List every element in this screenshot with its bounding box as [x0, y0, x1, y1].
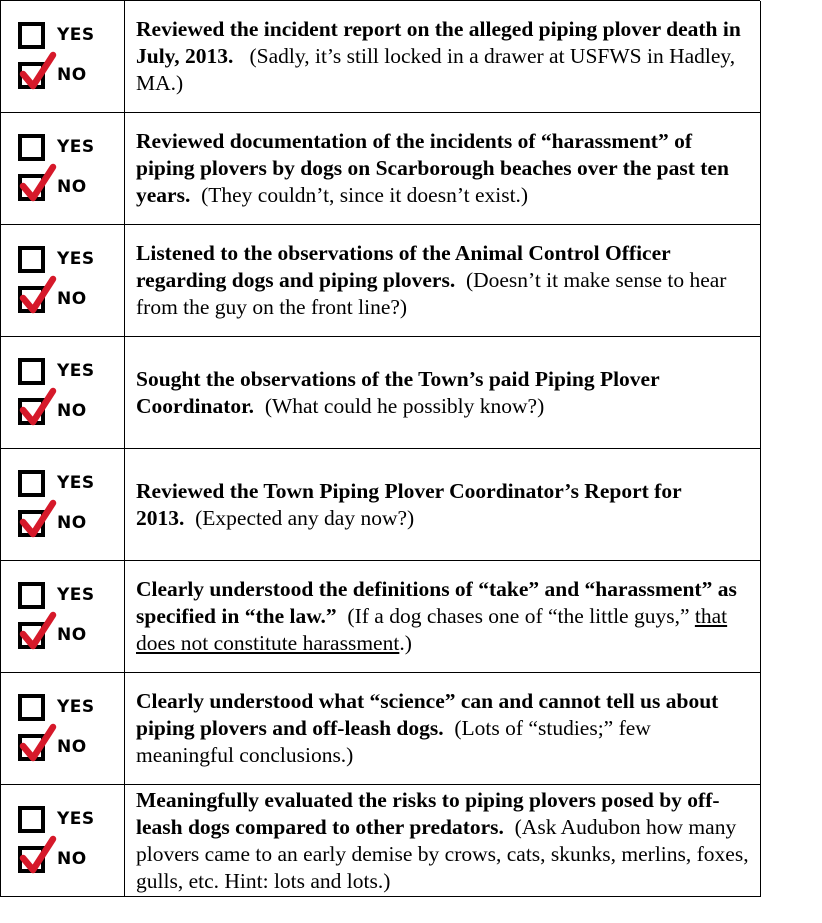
checkbox-checked-icon[interactable]	[18, 510, 45, 537]
no-label: NO	[57, 737, 87, 757]
no-label: NO	[57, 177, 87, 197]
checkbox-cell	[1, 1, 125, 112]
no-label: NO	[57, 289, 87, 309]
no-option[interactable]	[18, 622, 87, 649]
item-lead: Meaningfully evaluated the risks to piping plovers posed by off-leash dogs compared to other predators.	[136, 787, 720, 839]
yes-option[interactable]	[18, 22, 95, 49]
no-label: NO	[57, 849, 87, 869]
no-option[interactable]	[18, 62, 87, 89]
yes-label: YES	[57, 249, 95, 269]
item-note: (Ask Audubon how many plovers came to an early demise by crows, cats, skunks, merlins, foxes, gulls, etc. Hint: lots and lots.)	[136, 814, 749, 893]
checkbox-checked-icon[interactable]	[18, 846, 45, 873]
item-note-end: .)	[399, 631, 412, 655]
item-lead: Listened to the observations of the Animal Control Officer regarding dogs and piping plovers.	[136, 241, 671, 292]
yes-option[interactable]	[18, 806, 95, 833]
checkbox-cell	[1, 225, 125, 336]
checkbox-checked-icon[interactable]	[18, 398, 45, 425]
check-mark-icon	[20, 388, 56, 428]
yes-option[interactable]	[18, 694, 95, 721]
checkbox-cell	[1, 785, 125, 896]
checkbox-empty-icon[interactable]	[18, 694, 45, 721]
item-description	[125, 113, 761, 224]
no-option[interactable]	[18, 734, 87, 761]
check-mark-icon	[20, 836, 56, 876]
checkbox-empty-icon[interactable]	[18, 134, 45, 161]
checkbox-checked-icon[interactable]	[18, 734, 45, 761]
item-description	[125, 337, 761, 448]
yes-label: YES	[57, 473, 95, 493]
no-option[interactable]	[18, 510, 87, 537]
yes-label: YES	[57, 361, 95, 381]
checkbox-empty-icon[interactable]	[18, 246, 45, 273]
item-description	[125, 673, 761, 784]
checkbox-cell	[1, 449, 125, 560]
item-note: (Expected any day now?)	[195, 505, 415, 530]
checkbox-empty-icon[interactable]	[18, 22, 45, 49]
item-lead: Reviewed documentation of the incidents of “harassment” of piping plovers by dogs on Scarborough beaches over the past ten years.	[136, 129, 729, 207]
no-option[interactable]	[18, 286, 87, 313]
yes-label: YES	[57, 25, 95, 45]
yes-label: YES	[57, 809, 95, 829]
item-note: (Doesn’t it make sense to hear from the guy on the front line?)	[136, 268, 727, 319]
checklist-row	[1, 561, 761, 673]
checkbox-empty-icon[interactable]	[18, 806, 45, 833]
check-mark-icon	[20, 164, 56, 204]
yes-option[interactable]	[18, 134, 95, 161]
no-option[interactable]	[18, 174, 87, 201]
no-option[interactable]	[18, 846, 87, 873]
item-lead: Clearly understood the definitions of “take” and “harassment” as specified in “the law.”	[136, 577, 737, 628]
checkbox-checked-icon[interactable]	[18, 286, 45, 313]
check-mark-icon	[20, 276, 56, 316]
item-description	[125, 561, 761, 672]
item-note: (What could he possibly know?)	[264, 393, 545, 418]
yes-option[interactable]	[18, 582, 95, 609]
checkbox-empty-icon[interactable]	[18, 470, 45, 497]
check-mark-icon	[20, 724, 56, 764]
checkbox-cell	[1, 337, 125, 448]
item-note: (If a dog chases one of “the little guys,”	[347, 604, 690, 628]
checkbox-checked-icon[interactable]	[18, 622, 45, 649]
item-lead: Sought the observations of the Town’s paid Piping Plover Coordinator.	[136, 366, 660, 418]
check-mark-icon	[20, 612, 56, 652]
item-description	[125, 225, 761, 336]
item-lead: Reviewed the incident report on the alleged piping plover death in July, 2013.	[136, 17, 741, 68]
checkbox-checked-icon[interactable]	[18, 174, 45, 201]
yes-option[interactable]	[18, 470, 95, 497]
item-lead: Clearly understood what “science” can and cannot tell us about piping plovers and off-leash dogs.	[136, 689, 719, 740]
no-label: NO	[57, 513, 87, 533]
checkbox-cell	[1, 113, 125, 224]
item-description	[125, 449, 761, 560]
no-label: NO	[57, 65, 87, 85]
item-note: (Sadly, it’s still locked in a drawer at USFWS in Hadley, MA.)	[136, 44, 736, 95]
no-label: NO	[57, 625, 87, 645]
yes-label: YES	[57, 585, 95, 605]
check-mark-icon	[20, 500, 56, 540]
checklist-row	[1, 113, 761, 225]
checkbox-checked-icon[interactable]	[18, 62, 45, 89]
checklist-row	[1, 225, 761, 337]
checkbox-cell	[1, 673, 125, 784]
checklist-row	[1, 337, 761, 449]
checklist-row	[1, 785, 761, 897]
checkbox-empty-icon[interactable]	[18, 358, 45, 385]
yes-option[interactable]	[18, 358, 95, 385]
item-note: (Lots of “studies;” few meaningful conclusions.)	[136, 716, 651, 767]
check-mark-icon	[20, 52, 56, 92]
checkbox-empty-icon[interactable]	[18, 582, 45, 609]
no-option[interactable]	[18, 398, 87, 425]
checkbox-cell	[1, 561, 125, 672]
yes-label: YES	[57, 137, 95, 157]
checklist-row	[1, 1, 761, 113]
checklist-row	[1, 449, 761, 561]
yes-label: YES	[57, 697, 95, 717]
item-note-underlined: that does not constitute harassment	[136, 604, 728, 655]
item-lead: Reviewed the Town Piping Plover Coordinator’s Report for 2013.	[136, 478, 682, 530]
no-label: NO	[57, 401, 87, 421]
checklist-row	[1, 673, 761, 785]
yes-option[interactable]	[18, 246, 95, 273]
item-description	[125, 1, 761, 112]
item-description	[125, 785, 761, 896]
item-note: (They couldn’t, since it doesn’t exist.)	[201, 183, 529, 207]
